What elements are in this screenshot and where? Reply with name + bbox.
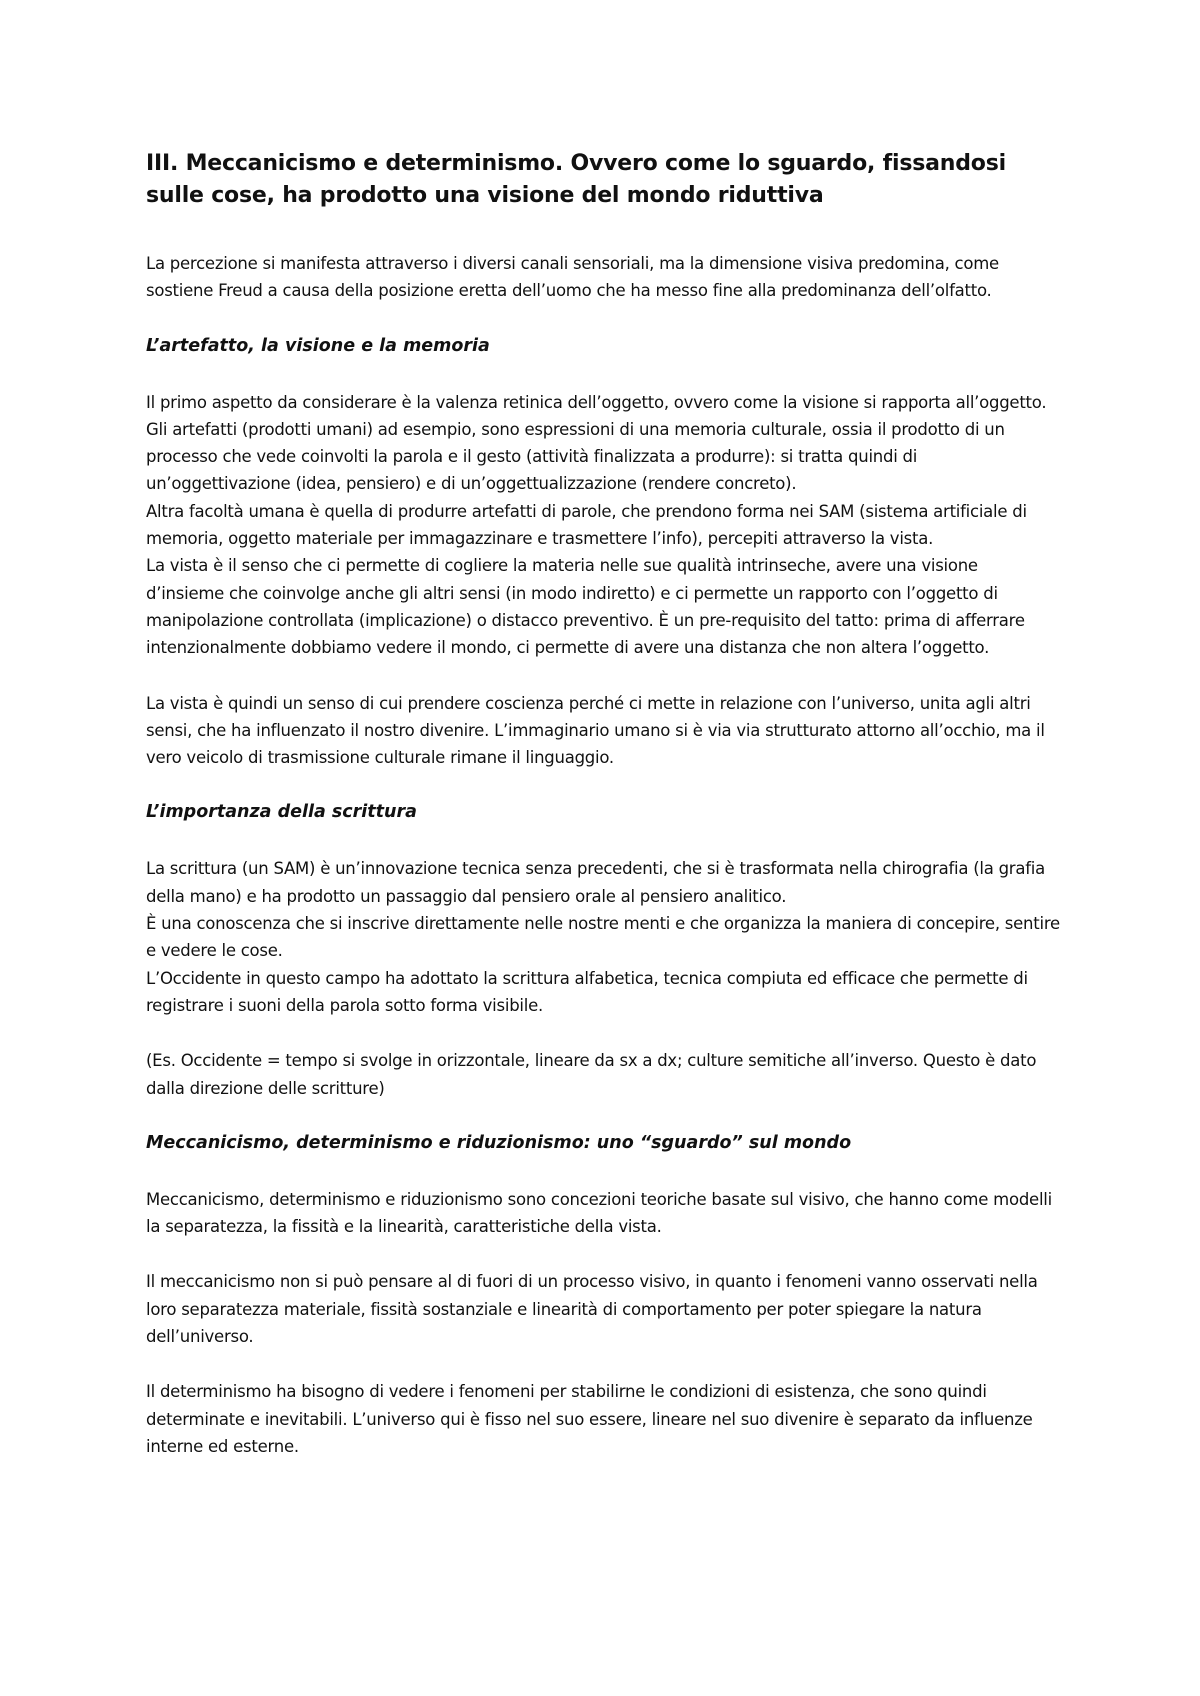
document-title: III. Meccanicismo e determinismo. Ovvero come lo sguardo, fissandosi sulle cose, ha prodotto una visione del mondo riduttiva [146, 151, 1006, 208]
section-paragraph [146, 1378, 1060, 1460]
paragraph-line: Gli artefatti (prodotti umani) ad esempio, sono espressioni di una memoria culturale, ossia il prodotto di un processo che vede coinvolti la parola e il gesto (attività finalizzata a produrre): si tratta quindi di un’oggettivazione (idea, pensiero) e di un’oggettualizzazione (rendere concreto). [146, 419, 1005, 494]
paragraph-line: Il determinismo ha bisogno di vedere i fenomeni per stabilirne le condizioni di esistenza, che sono quindi determinate e inevitabili. L’universo qui è fisso nel suo essere, lineare nel suo divenire è separato da influenze interne ed esterne. [146, 1382, 1033, 1456]
section-paragraph [146, 690, 1060, 772]
paragraph-line: È una conoscenza che si inscrive direttamente nelle nostre menti e che organizza la maniera di concepire, sentire e vedere le cose. [146, 914, 1060, 961]
section-artefatto [146, 333, 1060, 772]
section-paragraph [146, 855, 1060, 1019]
paragraph-line: La scrittura (un SAM) è un’innovazione tecnica senza precedenti, che si è trasformata nella chirografia (la grafia della mano) e ha prodotto un passaggio dal pensiero orale al pensiero analitico. [146, 859, 1045, 906]
section-paragraph [146, 1186, 1060, 1241]
section-heading: L’importanza della scrittura [146, 802, 417, 823]
paragraph-line: Meccanicismo, determinismo e riduzionismo sono concezioni teoriche basate sul visivo, che hanno come modelli la separatezza, la fissità e la linearità, caratteristiche della vista. [146, 1189, 1052, 1237]
paragraph-line: Il meccanicismo non si può pensare al di fuori di un processo visivo, in quanto i fenomeni vanno osservati nella loro separatezza materiale, fissità sostanziale e linearità di comportamento per poter spiegare la natura dell’universo. [146, 1272, 1038, 1347]
intro-paragraph [146, 250, 1060, 305]
paragraph-line: L’Occidente in questo campo ha adottato la scrittura alfabetica, tecnica compiuta ed efficace che permette di registrare i suoni della parola sotto forma visibile. [146, 968, 1028, 1015]
section-heading: L’artefatto, la visione e la memoria [146, 335, 490, 356]
section-paragraph [146, 389, 1060, 662]
section-meccanicismo [146, 1130, 1060, 1460]
paragraph-line: Il primo aspetto da considerare è la valenza retinica dell’oggetto, ovvero come la visione si rapporta all’oggetto. [146, 392, 1047, 412]
paragraph-line: La vista è quindi un senso di cui prendere coscienza perché ci mette in relazione con l’universo, unita agli altri sensi, che ha influenzato il nostro divenire. L’immaginario umano si è via via strutturato attorno all’occhio, ma il vero veicolo di trasmissione culturale rimane il linguaggio. [146, 693, 1045, 768]
paragraph-line: La vista è il senso che ci permette di cogliere la materia nelle sue qualità intrinseche, avere una visione d’insieme che coinvolge anche gli altri sensi (in modo indiretto) e ci permette un rapporto con l’oggetto di manipolazione controllata (implicazione) o distacco preventivo. È un pre-requisito del tatto: prima di afferrare intenzionalmente dobbiamo vedere il mondo, ci permette di avere una distanza che non altera l’oggetto. [146, 556, 1025, 658]
paragraph-line: Altra facoltà umana è quella di produrre artefatti di parole, che prendono forma nei SAM (sistema artificiale di memoria, oggetto materiale per immagazzinare e trasmettere l’info), percepiti attraverso la vista. [146, 501, 1027, 549]
section-paragraph [146, 1268, 1060, 1350]
paragraph-line: La percezione si manifesta attraverso i diversi canali sensoriali, ma la dimensione visiva predomina, come sostiene Freud a causa della posizione eretta dell’uomo che ha messo fine alla predominanza dell’olfatto. [146, 254, 999, 301]
paragraph-line: (Es. Occidente = tempo si svolge in orizzontale, lineare da sx a dx; culture semitiche all’inverso. Questo è dato dalla direzione delle scritture) [146, 1051, 1037, 1098]
section-heading: Meccanicismo, determinismo e riduzionismo: uno “sguardo” sul mondo [146, 1132, 852, 1153]
section-scrittura [146, 799, 1060, 1101]
section-paragraph [146, 1047, 1060, 1102]
